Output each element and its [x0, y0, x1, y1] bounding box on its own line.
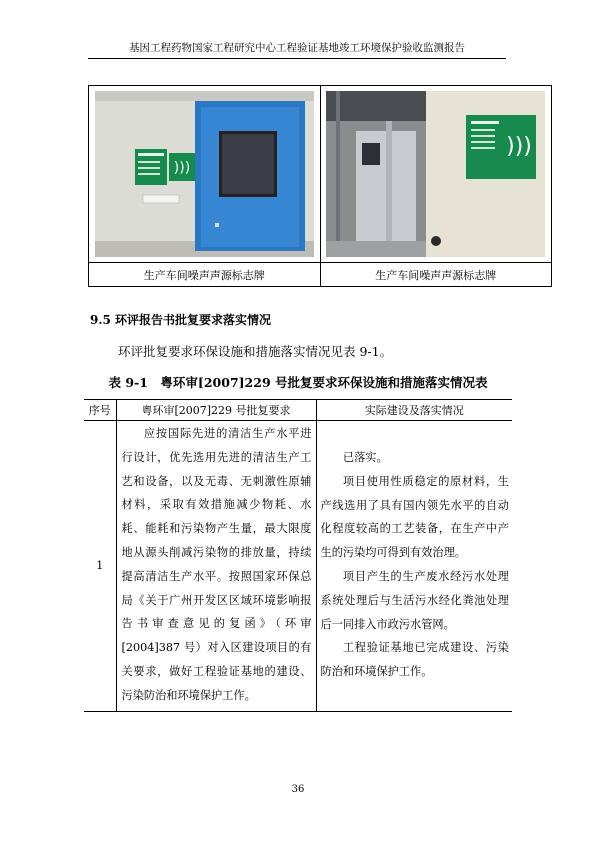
page-number: 36	[291, 784, 305, 795]
intro-paragraph: 环评批复要求环保设施和措施落实情况见表 9-1。	[118, 344, 393, 359]
header-requirement: 粤环审[2007]229 号批复要求	[116, 400, 316, 421]
row-number: 1	[84, 421, 116, 712]
header-no: 序号	[84, 400, 116, 421]
photo-caption-right: 生产车间噪声声源标志牌	[320, 263, 552, 287]
implementation-para-2: 项目使用性质稳定的原材料，生产线选用了具有国内领先水平的自动化程度较高的工艺装备，在生产中产生的污染均可得到有效治理。	[320, 474, 509, 560]
header-implementation: 实际建设及落实情况	[316, 400, 512, 421]
svg-text:))): )))	[173, 160, 190, 176]
svg-text:))): )))	[506, 134, 533, 159]
implementation-para-3: 项目产生的生产废水经污水处理系统处理后与生活污水经化粪池处理后一同排入市政污水管网。	[320, 569, 509, 631]
compliance-table	[84, 399, 512, 712]
implementation-para-1: 已落实。	[342, 451, 388, 464]
photo-caption-left: 生产车间噪声声源标志牌	[89, 263, 321, 287]
photo-cell-right	[320, 86, 552, 263]
section-title: 9.5 环评报告书批复要求落实情况	[90, 313, 272, 327]
photo-workshop-equipment	[326, 91, 545, 257]
table-caption: 表 9-1 粤环审[2007]229 号批复要求环保设施和措施落实情况表	[108, 375, 488, 390]
requirement-text: 应按国际先进的清洁生产水平进行设计，优先选用先进的清洁生产工艺和设备，以及无毒、无刺激性原辅材料，采取有效措施减少物耗、水耗、能耗和污染物产生量，最大限度地从源头削减污染物的排放量，持续提高清洁生产水平。按照国家环保总局《关于广州开发区区域环境影响报告书审查意见的复函》（环审[2004]387 号）对入区建设项目的有关要求，做好工程验证基地的建设、污染防治和环境保护工作。	[121, 427, 312, 702]
page-header: 基因工程药物国家工程研究中心工程验证基地竣工环境保护验收监测报告	[88, 40, 506, 59]
photo-workshop-door	[95, 91, 314, 257]
table-row	[84, 421, 512, 712]
row-requirement	[116, 421, 316, 712]
implementation-para-4: 工程验证基地已完成建设、污染防治和环境保护工作。	[320, 641, 509, 679]
photo-table	[88, 85, 552, 287]
photo-cell-left	[89, 86, 321, 263]
table-header-row	[84, 400, 512, 421]
row-implementation	[316, 421, 512, 712]
